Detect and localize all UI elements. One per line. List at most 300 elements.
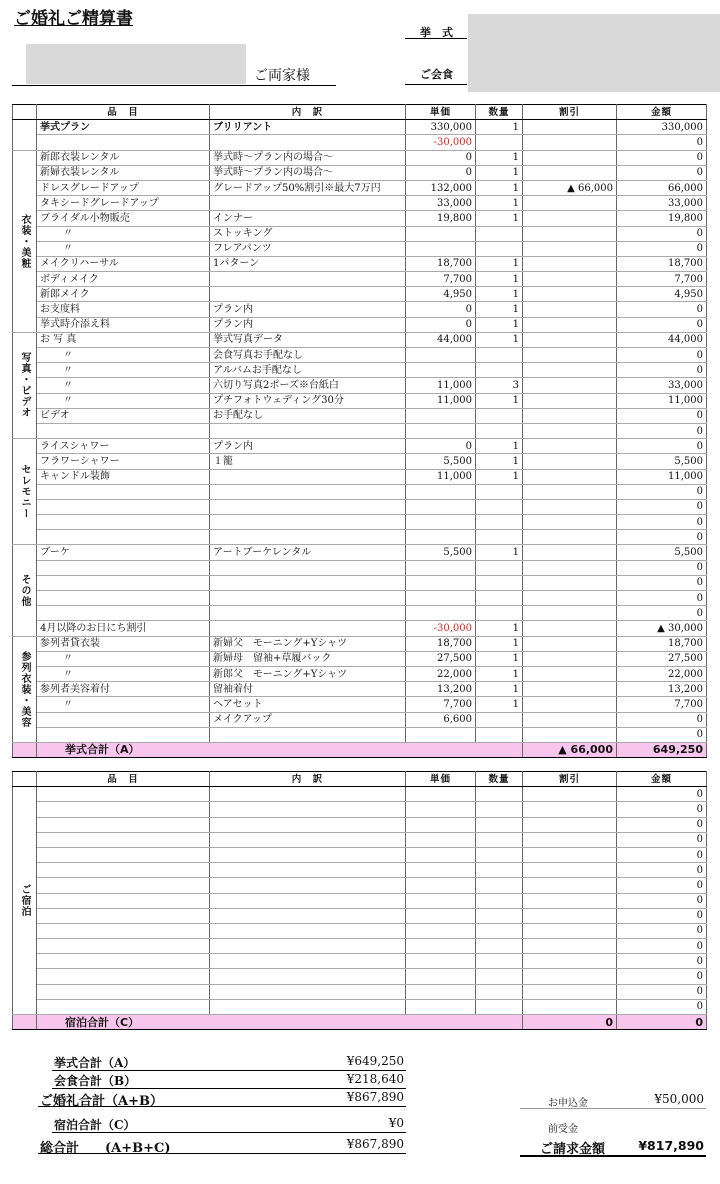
prepaid-label: 前受金 [548,1124,578,1135]
item-detail [210,878,406,893]
table-row [13,787,707,802]
discount [523,378,617,393]
item-name: お支度料 [37,302,210,317]
item-name: ブーケ [37,545,210,560]
item-name [37,787,210,802]
item-name: ビデオ [37,408,210,423]
table-row [13,363,707,378]
lodging-total-label: 宿泊合計（C） [37,1015,523,1030]
section-category-label: 参列衣装・美容 [13,636,37,742]
quantity [476,787,523,802]
discount: ▲ 66,000 [523,180,617,195]
quantity [476,984,523,999]
discount [523,393,617,408]
item-detail: 留袖着付 [210,682,406,697]
table-row [13,878,707,893]
quantity: 1 [476,545,523,560]
item-name: タキシードグレードアップ [37,196,210,211]
item-detail [210,469,406,484]
unit-price [406,787,476,802]
discount [523,256,617,271]
item-name [37,817,210,832]
unit-price [406,226,476,241]
amount: 0 [617,150,707,165]
table-header-row [13,105,707,120]
unit-price [406,878,476,893]
item-detail: プラン内 [210,317,406,332]
quantity: 1 [476,621,523,636]
discount [523,302,617,317]
ceremony-total-row [13,742,707,757]
quantity [476,923,523,938]
item-name [37,999,210,1014]
amount: 0 [617,817,707,832]
table-row [13,211,707,226]
amount: 66,000 [617,180,707,195]
amount: 0 [617,439,707,454]
item-detail [210,802,406,817]
item-detail: ヘアセット [210,697,406,712]
lodging-table [12,771,707,1030]
table-row [13,378,707,393]
item-name [37,135,210,150]
item-name [37,863,210,878]
item-detail: インナー [210,211,406,226]
item-name: お 写 真 [37,332,210,347]
item-name: ドレスグレードアップ [37,180,210,195]
item-name: 〃 [37,393,210,408]
quantity [476,727,523,742]
amount: 0 [617,591,707,606]
header-qty: 数量 [476,105,523,120]
summary-underline [52,1088,406,1089]
discount [523,893,617,908]
table-row [13,120,707,135]
amount: 0 [617,923,707,938]
discount [523,712,617,727]
item-detail [210,817,406,832]
table-row [13,817,707,832]
family-underline [12,85,336,86]
table-row [13,287,707,302]
quantity [476,606,523,621]
amount: 0 [617,969,707,984]
item-name: 〃 [37,363,210,378]
lodging-total-row [13,1015,707,1030]
amount: 0 [617,999,707,1014]
summary-label: 総合計 (A+B+C) [40,1141,171,1156]
table-row [13,727,707,742]
ceremony-total-amount: 649,250 [617,742,707,757]
item-name: 〃 [37,378,210,393]
unit-price [406,984,476,999]
item-detail: 挙式時～プラン内の場合～ [210,165,406,180]
table-row [13,469,707,484]
amount: 0 [617,408,707,423]
amount: 0 [617,863,707,878]
item-detail [210,423,406,438]
item-detail: お手配なし [210,408,406,423]
quantity: 1 [476,211,523,226]
summary-underline [38,1153,406,1154]
lodging-total-discount: 0 [523,1015,617,1030]
unit-price [406,591,476,606]
ceremony-underline [405,38,467,39]
discount [523,697,617,712]
discount [523,621,617,636]
amount: 18,700 [617,256,707,271]
amount: 5,500 [617,545,707,560]
discount [523,332,617,347]
discount [523,636,617,651]
quantity: 1 [476,439,523,454]
quantity: 1 [476,196,523,211]
item-detail [210,196,406,211]
item-detail: プラン内 [210,302,406,317]
table-row [13,499,707,514]
page-title: ご婚礼ご精算書 [14,9,133,29]
item-detail: アートブーケレンタル [210,545,406,560]
amount: 7,700 [617,697,707,712]
discount [523,530,617,545]
amount: 0 [617,423,707,438]
discount [523,287,617,302]
amount: 33,000 [617,196,707,211]
discount [523,272,617,287]
amount: 0 [617,712,707,727]
item-detail: 会食写真お手配なし [210,348,406,363]
unit-price: 44,000 [406,332,476,347]
header-price: 単価 [406,772,476,787]
amount: 11,000 [617,469,707,484]
item-detail [210,530,406,545]
unit-price: 11,000 [406,469,476,484]
unit-price [406,499,476,514]
amount: 22,000 [617,666,707,681]
item-name: 新郎衣装レンタル [37,150,210,165]
table-row [13,332,707,347]
ceremony-items-table [12,104,707,758]
quantity [476,893,523,908]
amount: 0 [617,530,707,545]
quantity [476,363,523,378]
item-name: 〃 [37,651,210,666]
section-category-label: 写真・ビデオ [13,332,37,438]
amount: 33,000 [617,378,707,393]
discount [523,560,617,575]
quantity: 1 [476,120,523,135]
unit-price: 18,700 [406,636,476,651]
quantity [476,969,523,984]
section-category-label [13,120,37,150]
bill-underline [520,1155,706,1157]
item-name: 参列者美容着付 [37,682,210,697]
summary-label: ご婚礼合計（A+B） [40,1094,163,1109]
item-name: 〃 [37,348,210,363]
discount [523,241,617,256]
table-row [13,226,707,241]
discount [523,908,617,923]
unit-price: 0 [406,165,476,180]
table-row [13,560,707,575]
table-row [13,712,707,727]
header-amount: 金額 [617,105,707,120]
header-category-cell [13,772,37,787]
discount [523,727,617,742]
item-detail [210,847,406,862]
table-row [13,575,707,590]
unit-price [406,832,476,847]
quantity: 1 [476,666,523,681]
discount [523,499,617,514]
quantity: 1 [476,272,523,287]
discount [523,787,617,802]
item-detail: 新婦父 モーニング+Yシャツ [210,636,406,651]
unit-price [406,484,476,499]
discount [523,363,617,378]
quantity [476,484,523,499]
unit-price [406,606,476,621]
item-name [37,832,210,847]
unit-price: 22,000 [406,666,476,681]
table-row [13,923,707,938]
item-name [37,712,210,727]
item-detail: プチフォトウェディング30分 [210,393,406,408]
table-row [13,651,707,666]
discount [523,408,617,423]
item-detail [210,908,406,923]
discount [523,469,617,484]
table-row [13,682,707,697]
discount [523,211,617,226]
ceremony-total-discount: ▲ 66,000 [523,742,617,757]
discount [523,196,617,211]
item-detail: フレアパンツ [210,241,406,256]
unit-price [406,969,476,984]
item-name: 新郎メイク [37,287,210,302]
unit-price: 0 [406,317,476,332]
amount: 19,800 [617,211,707,226]
table-row [13,621,707,636]
table-row [13,954,707,969]
unit-price: 7,700 [406,697,476,712]
amount: 0 [617,847,707,862]
discount [523,348,617,363]
summary-label: 宿泊合計（C） [54,1118,136,1132]
unit-price [406,515,476,530]
amount: 27,500 [617,651,707,666]
table-row [13,165,707,180]
quantity [476,515,523,530]
quantity [476,530,523,545]
discount [523,317,617,332]
discount [523,515,617,530]
item-detail: 挙式写真データ [210,332,406,347]
quantity: 1 [476,332,523,347]
table-row [13,863,707,878]
quantity: 1 [476,317,523,332]
item-detail [210,621,406,636]
item-detail: メイクアップ [210,712,406,727]
table-row [13,180,707,195]
quantity [476,560,523,575]
table-row [13,135,707,150]
summary-underline [52,1132,406,1133]
unit-price: 7,700 [406,272,476,287]
ceremony-label: 挙 式 [420,26,453,39]
item-detail [210,923,406,938]
item-name [37,560,210,575]
unit-price [406,560,476,575]
item-name: 挙式時介添え料 [37,317,210,332]
item-detail [210,591,406,606]
section-category-label: 衣装・美粧 [13,150,37,332]
header-price: 単価 [406,105,476,120]
section-category-label: セレモニー [13,439,37,545]
table-row [13,317,707,332]
discount [523,135,617,150]
discount [523,863,617,878]
item-detail [210,484,406,499]
item-detail: グレードアップ50%割引※最大7万円 [210,180,406,195]
deposit-label: お申込金 [548,1098,588,1109]
item-detail: 挙式時～プラン内の場合～ [210,150,406,165]
table-row [13,454,707,469]
amount: 0 [617,515,707,530]
table-row [13,939,707,954]
amount: 0 [617,984,707,999]
quantity: 3 [476,378,523,393]
quantity: 1 [476,697,523,712]
bill-label: ご請求金額 [540,1142,606,1157]
amount: 0 [617,302,707,317]
discount [523,454,617,469]
item-name [37,954,210,969]
unit-price: -30,000 [406,135,476,150]
quantity: 1 [476,636,523,651]
item-detail: １籠 [210,454,406,469]
unit-price [406,348,476,363]
item-detail [210,515,406,530]
unit-price [406,893,476,908]
unit-price: 18,700 [406,256,476,271]
discount [523,939,617,954]
item-name [37,969,210,984]
item-detail [210,135,406,150]
amount: 0 [617,241,707,256]
quantity: 1 [476,256,523,271]
ceremony-total-label: 挙式合計（A） [37,742,523,757]
item-name [37,530,210,545]
amount: 0 [617,575,707,590]
quantity: 1 [476,287,523,302]
table-row [13,832,707,847]
item-detail [210,969,406,984]
table-row [13,908,707,923]
item-detail [210,575,406,590]
table-row [13,408,707,423]
item-detail [210,560,406,575]
amount: 0 [617,348,707,363]
item-detail: アルバムお手配なし [210,363,406,378]
item-name: ライスシャワー [37,439,210,454]
amount: 0 [617,908,707,923]
amount: 330,000 [617,120,707,135]
discount [523,439,617,454]
table-row [13,697,707,712]
discount [523,847,617,862]
item-detail: 六切り写真2ポーズ※台紙白 [210,378,406,393]
quantity [476,908,523,923]
table-row [13,893,707,908]
quantity [476,135,523,150]
item-name [37,939,210,954]
header-amount: 金額 [617,772,707,787]
quantity: 1 [476,682,523,697]
header-category-cell [13,105,37,120]
item-detail: プラン内 [210,439,406,454]
item-name: メイクリハーサル [37,256,210,271]
amount: 7,700 [617,272,707,287]
header-discount: 割引 [523,772,617,787]
item-detail [210,727,406,742]
quantity [476,712,523,727]
discount [523,226,617,241]
amount: 0 [617,832,707,847]
unit-price: 11,000 [406,378,476,393]
unit-price [406,999,476,1014]
amount: 0 [617,727,707,742]
unit-price [406,423,476,438]
unit-price [406,241,476,256]
unit-price [406,363,476,378]
table-row [13,591,707,606]
unit-price [406,923,476,938]
banquet-underline [405,84,467,85]
summary-label: 挙式合計（A） [54,1056,136,1070]
quantity: 1 [476,180,523,195]
summary-value: ¥867,890 [346,1090,404,1104]
total-spacer [13,1015,37,1030]
discount [523,666,617,681]
item-name [37,847,210,862]
item-detail: 1パターン [210,256,406,271]
summary-label: 会食合計（B） [54,1074,137,1088]
item-name [37,606,210,621]
unit-price: 330,000 [406,120,476,135]
unit-price: 0 [406,150,476,165]
item-name: 〃 [37,697,210,712]
unit-price [406,908,476,923]
unit-price: 0 [406,302,476,317]
unit-price: 11,000 [406,393,476,408]
quantity [476,954,523,969]
amount: 0 [617,560,707,575]
summary-value: ¥649,250 [346,1054,404,1068]
table-row [13,515,707,530]
quantity: 1 [476,651,523,666]
quantity [476,999,523,1014]
unit-price [406,939,476,954]
table-row [13,999,707,1014]
discount [523,606,617,621]
amount: 13,200 [617,682,707,697]
header-detail: 内 訳 [210,105,406,120]
unit-price [406,727,476,742]
amount: 0 [617,893,707,908]
item-detail [210,893,406,908]
header-item: 品 目 [37,105,210,120]
